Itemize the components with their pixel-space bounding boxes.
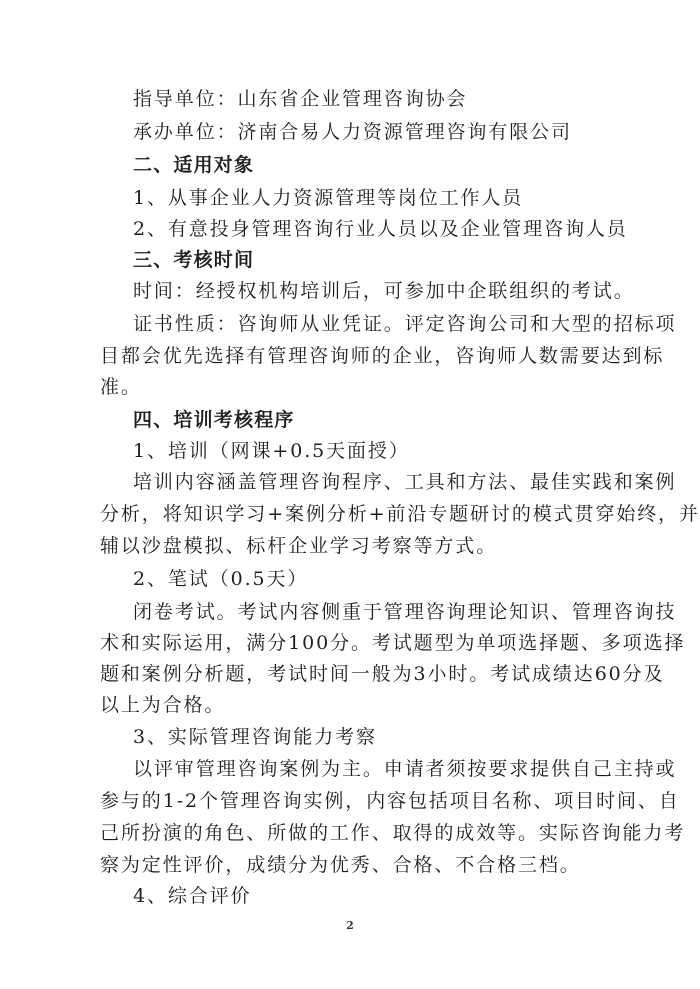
section-heading-2: 二、适用对象 [133,154,255,176]
exam-line-4: 以上为合格。 [100,694,226,716]
audience-item-1: 1、从事企业人力资源管理等岗位工作人员 [133,187,524,209]
practice-line-4: 察为定性评价，成绩分为优秀、合格、不合格三档。 [100,854,581,876]
exam-line-3: 题和案例分析题，考试时间一般为3小时。考试成绩达60分及 [100,663,665,685]
certificate-line-3: 准。 [100,376,142,398]
certificate-line-1: 证书性质：咨询师从业凭证。评定咨询公司和大型的招标项 [133,313,677,335]
section-heading-3: 三、考核时间 [133,249,255,271]
guiding-unit-line: 指导单位：山东省企业管理咨询协会 [133,88,468,110]
training-subheading: 1、培训（网课+0.5天面授） [133,440,410,462]
training-line-1: 培训内容涵盖管理咨询程序、工具和方法、最佳实践和案例 [133,471,677,493]
exam-line-1: 闭卷考试。考试内容侧重于管理咨询理论知识、管理咨询技 [133,601,677,623]
audience-item-2: 2、有意投身管理咨询行业人员以及企业管理咨询人员 [133,218,628,240]
evaluation-subheading: 4、综合评价 [133,885,252,907]
practice-subheading: 3、实际管理咨询能力考察 [133,726,377,748]
time-line: 时间：经授权机构培训后，可参加中企联组织的考试。 [133,280,635,302]
organizer-line: 承办单位：济南合易人力资源管理咨询有限公司 [133,121,572,143]
training-line-2: 分析，将知识学习+案例分析+前沿专题研讨的模式贯穿始终，并 [100,503,700,525]
practice-line-2: 参与的1-2个管理咨询实例，内容包括项目名称、项目时间、自 [100,790,680,812]
exam-line-2: 术和实际运用，满分100分。考试题型为单项选择题、多项选择 [100,632,686,654]
training-line-3: 辅以沙盘模拟、标杆企业学习考察等方式。 [100,535,498,557]
exam-subheading: 2、笔试（0.5天） [133,568,309,590]
practice-line-3: 己所扮演的角色、所做的工作、取得的成效等。实际咨询能力考 [100,822,686,844]
practice-line-1: 以评审管理咨询案例为主。申请者须按要求提供自己主持或 [133,758,677,780]
certificate-line-2: 目都会优先选择有管理咨询师的企业，咨询师人数需要达到标 [100,345,665,367]
page-number: 2 [346,919,354,932]
section-heading-4: 四、培训考核程序 [133,409,295,431]
